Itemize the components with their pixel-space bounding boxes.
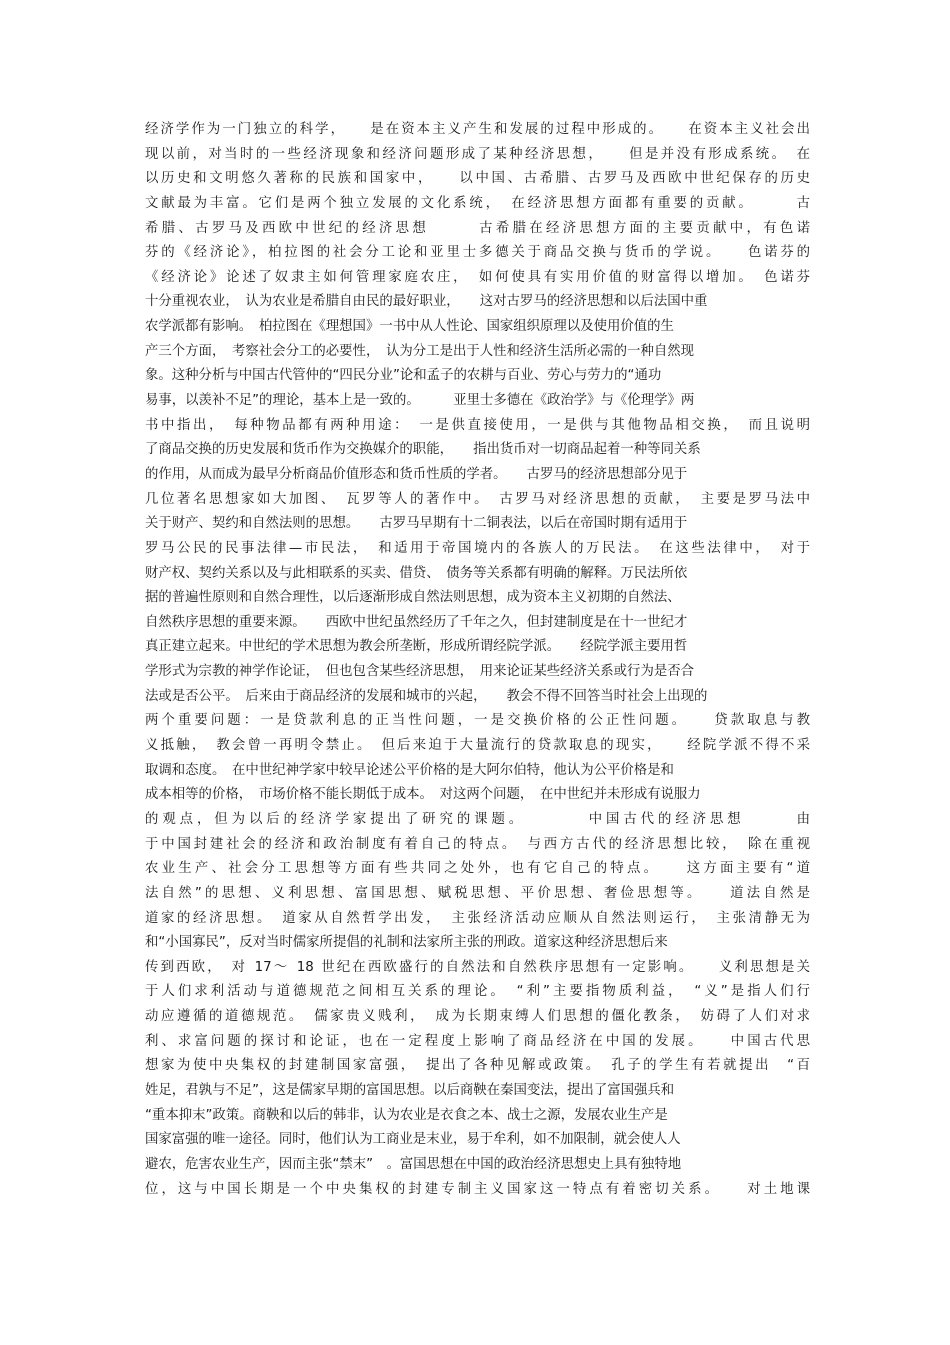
text-line: 真正建立起来。中世纪的学术思想为教会所垄断，形成所谓经院学派。 经院学派主要用哲: [145, 639, 688, 655]
text-line: 几位著名思想家如大加图、 瓦罗等人的著作中。 古罗马对经济思想的贡献， 主要是罗马法中: [145, 491, 810, 507]
text-line: 想家为使中央集权的封建制国家富强， 提出了各种见解或政策。 孔子的学生有若就提出 “百: [145, 1058, 810, 1074]
text-line: 农学派都有影响。 柏拉图在《理想国》一书中从人性论、国家组织原理以及使用价值的生: [145, 319, 674, 335]
text-line: 财产权、契约关系以及与此相联系的买卖、借贷、 债务等关系都有明确的解释。万民法所依: [145, 565, 688, 581]
text-line: 成本相等的价格， 市场价格不能长期低于成本。 对这两个问题， 在中世纪并未形成有说服力: [145, 787, 701, 803]
text-line: 《经济论》论述了奴隶主如何管理家庭农庄， 如何使具有实用价值的财富得以增加。 色诺芬: [145, 269, 810, 285]
text-line: 和“小国寡民”，反对当时儒家所提倡的礼制和法家所主张的刑政。道家这种经济思想后来: [145, 935, 668, 951]
text-line: 姓足，君孰与不足”，这是儒家早期的富国思想。以后商鞅在秦国变法，提出了富国强兵和: [145, 1082, 675, 1098]
text-line: 义抵触， 教会曾一再明令禁止。 但后来迫于大量流行的贷款取息的现实， 经院学派不得不采: [145, 738, 810, 754]
text-line: 的观点，但为以后的经济学家提出了研究的课题。 中国古代的经济思想 由: [145, 811, 810, 827]
text-line: 自然秩序思想的重要来源。 西欧中世纪虽然经历了千年之久，但封建制度是在十一世纪才: [145, 614, 688, 630]
text-line: 十分重视农业， 认为农业是希腊自由民的最好职业， 这对古罗马的经济思想和以后法国中重: [145, 294, 708, 310]
text-line: 学形式为宗教的神学作论证， 但也包含某些经济思想， 用来论证某些经济关系或行为是否合: [145, 664, 695, 680]
text-line: 于中国封建社会的经济和政治制度有着自己的特点。 与西方古代的经济思想比较， 除在重视: [145, 836, 810, 852]
text-line: 芬的《经济论》，柏拉图的社会分工论和亚里士多德关于商品交换与货币的学说。 色诺芬的: [145, 245, 810, 261]
text-line: 经济学作为一门独立的科学， 是在资本主义产生和发展的过程中形成的。 在资本主义社会出: [145, 122, 810, 137]
text-line: 易事，以羡补不足”的理论，基本上是一致的。 亚里士多德在《政治学》与《伦理学》两: [145, 393, 695, 409]
text-line: 文献最为丰富。它们是两个独立发展的文化系统， 在经济思想方面都有重要的贡献。 古: [145, 195, 810, 211]
text-line: 了商品交换的历史发展和货币作为交换媒介的职能， 指出货币对一切商品起着一种等同关系: [145, 442, 701, 458]
document-body: [145, 118, 810, 1202]
text-line: 据的普遍性原则和自然合理性，以后逐渐形成自然法则思想，成为资本主义初期的自然法、: [145, 590, 681, 606]
text-line: 传到西欧， 对 17～ 18 世纪在西欧盛行的自然法和自然秩序思想有一定影响。 义利思想是关: [145, 959, 810, 975]
text-line: 关于财产、契约和自然法则的思想。 古罗马早期有十二铜表法，以后在帝国时期有适用于: [145, 516, 688, 532]
text-line: 产三个方面， 考察社会分工的必要性， 认为分工是出于人性和经济生活所必需的一种自然现: [145, 343, 695, 359]
text-line: 利、求富问题的探讨和论证，也在一定程度上影响了商品经济在中国的发展。 中国古代思: [145, 1033, 810, 1049]
text-line: 位，这与中国长期是一个中央集权的封建专制主义国家这一特点有着密切关系。 对土地课: [145, 1181, 810, 1197]
text-line: “重本抑末”政策。商鞅和以后的韩非，认为农业是衣食之本、战士之源，发展农业生产是: [145, 1107, 668, 1123]
text-line: 法自然”的思想、义利思想、富国思想、赋税思想、平价思想、奢俭思想等。 道法自然是: [145, 885, 810, 901]
text-line: 农业生产、社会分工思想等方面有些共同之处外，也有它自己的特点。 这方面主要有“道: [145, 861, 810, 877]
text-line: 希腊、古罗马及西欧中世纪的经济思想 古希腊在经济思想方面的主要贡献中，有色诺: [145, 220, 810, 236]
text-line: 国家富强的唯一途径。同时，他们认为工商业是末业，易于牟利，如不加限制，就会使人人: [145, 1132, 681, 1148]
text-line: 的作用，从而成为最早分析商品价值形态和货币性质的学者。 古罗马的经济思想部分见于: [145, 466, 688, 482]
text-line: 两个重要问题：一是贷款利息的正当性问题，一是交换价格的公正性问题。 贷款取息与教: [145, 713, 810, 729]
text-line: 书中指出， 每种物品都有两种用途： 一是供直接使用，一是供与其他物品相交换， 而且说明: [145, 417, 810, 433]
text-line: 动应遵循的道德规范。 儒家贵义贱利， 成为长期束缚人们思想的僵化教条， 妨碍了人们对求: [145, 1009, 810, 1025]
text-line: 法或是否公平。 后来由于商品经济的发展和城市的兴起， 教会不得不回答当时社会上出现的: [145, 688, 708, 704]
text-line: 道家的经济思想。 道家从自然哲学出发， 主张经济活动应顺从自然法则运行， 主张清静无为: [145, 910, 810, 926]
text-line: 罗马公民的民事法律—市民法， 和适用于帝国境内的各族人的万民法。 在这些法律中， 对于: [145, 540, 810, 556]
text-line: 避农，危害农业生产，因而主张“禁末” 。富国思想在中国的政治经济思想史上具有独特地: [145, 1156, 682, 1172]
text-line: 以历史和文明悠久著称的民族和国家中， 以中国、古希腊、古罗马及西欧中世纪保存的历史: [145, 171, 810, 187]
text-line: 象。这种分析与中国古代管仲的“四民分业”论和孟子的农耕与百业、劳心与劳力的“通功: [145, 368, 662, 384]
text-line: 于人们求利活动与道德规范之间相互关系的理论。 “利”主要指物质利益， “义”是指人们行: [145, 984, 810, 1000]
text-line: 取调和态度。 在中世纪神学家中较早论述公平价格的是大阿尔伯特，他认为公平价格是和: [145, 762, 674, 778]
text-line: 现以前，对当时的一些经济现象和经济问题形成了某种经济思想， 但是并没有形成系统。 在: [145, 146, 810, 162]
